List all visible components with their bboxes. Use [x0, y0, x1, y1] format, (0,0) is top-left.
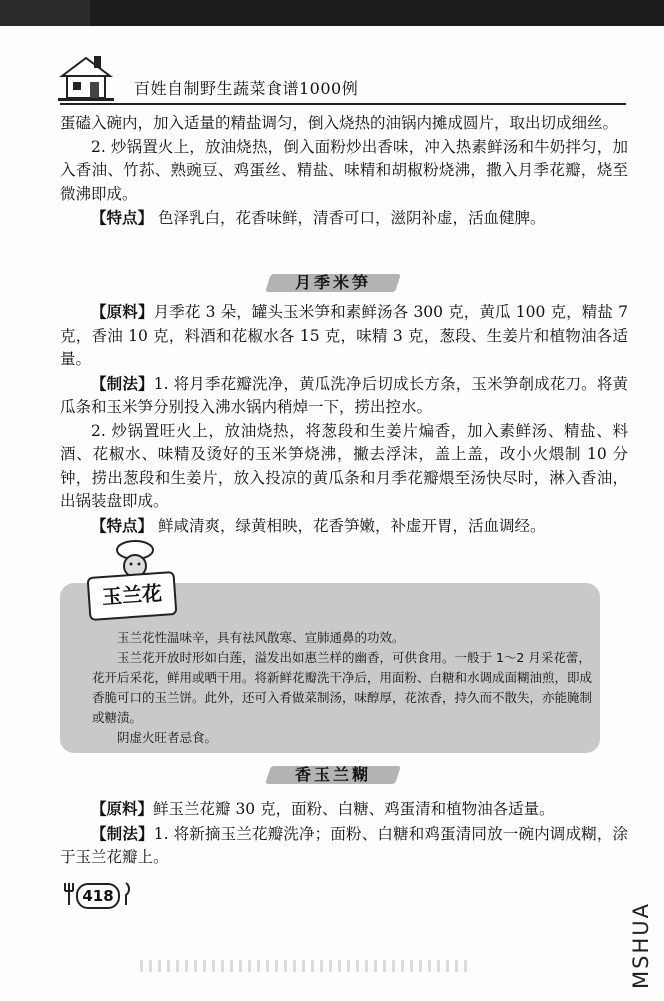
- method-label: 【制法】: [91, 373, 154, 393]
- feature-label: 【特点】: [91, 515, 154, 535]
- paragraph: 2. 炒锅置火上，放油烧热，倒入面粉炒出香味，冲入热素鲜汤和牛奶拌匀，加入香油、竹荪、熟豌豆、鸡蛋丝、精盐、味精和胡椒粉烧沸，撒入月季花瓣，烧至微沸即成。: [60, 137, 628, 203]
- top-dark-band: [0, 0, 664, 26]
- continued-recipe-block: [60, 112, 628, 231]
- page-number: 418: [76, 883, 120, 909]
- ingredients-text: 鲜玉兰花瓣 30 克，面粉、白糖、鸡蛋清和植物油各适量。: [153, 800, 555, 818]
- method-line: [60, 822, 628, 870]
- panel-paragraph: 玉兰花开放时形如白莲，溢发出如惠兰样的幽香，可供食用。一般于 1～2 月采花蕾，花开后采花，鲜用或晒干用。将新鲜花瓣洗干净后，用面粉、白糖和水调成面糊油煎，即成香脆可口的玉兰饼。此外，还可入肴做菜制汤，味醇厚，花浓香，持久而不散失，亦能腌制或糖渍。: [92, 650, 593, 725]
- method-text: 1. 将月季花瓣洗净，黄瓜洗净后切成长方条，玉米笋剞成花刀。将黄瓜条和玉米笋分别投入沸水锅内稍焯一下，捞出控水。: [60, 374, 628, 416]
- recipe-title: [268, 270, 398, 296]
- running-header-title: 百姓自制野生蔬菜食谱1000例: [134, 79, 359, 98]
- feature-text: 色泽乳白，花香味鲜，清香可口，滋阴补虚，活血健脾。: [157, 209, 546, 227]
- recipe-block: [60, 797, 628, 870]
- method-label: 【制法】: [91, 823, 154, 843]
- method-line: [60, 372, 628, 420]
- knife-icon: [120, 882, 132, 906]
- paragraph: 蛋磕入碗内，加入适量的精盐调匀，倒入烧热的油锅内摊成圆片，取出切成细丝。: [60, 114, 619, 132]
- recipe-title-text: 香玉兰糊: [294, 765, 371, 784]
- recipe-title-text: 月季米笋: [294, 273, 371, 292]
- ingredients-label: 【原料】: [91, 799, 154, 818]
- watermark: [626, 882, 658, 992]
- scan-smudge: [140, 960, 470, 972]
- paragraph: 2. 炒锅置旺火上，放油烧热，将葱段和生姜片煸香，加入素鲜汤、精盐、料酒、花椒水、味精及烫好的玉米笋烧沸，撇去浮沫，盖上盖，改小火煨制 10 分钟，捞出葱段和生姜片，放入投凉的黄瓜条和月季花瓣煨至汤快尽时，淋入香油，出锅装盘即成。: [60, 421, 628, 510]
- fork-icon: [62, 882, 76, 906]
- feature-line: [60, 206, 628, 231]
- ingredients-line: [60, 300, 628, 372]
- panel-sign-text: 玉兰花: [101, 580, 163, 610]
- panel-paragraph: 玉兰花性温味辛，具有祛风散寒、宣肺通鼻的功效。: [117, 630, 405, 645]
- ingredients-label: 【原料】: [91, 302, 154, 321]
- method-text: 1. 将新摘玉兰花瓣洗净；面粉、白糖和鸡蛋清同放一碗内调成糊，涂于玉兰花瓣上。: [60, 824, 628, 866]
- recipe-title: [268, 762, 398, 788]
- watermark-text: MSHUA: [629, 902, 653, 989]
- feature-line: [60, 514, 628, 539]
- recipe-block: [60, 300, 628, 538]
- ingredients-text: 月季花 3 朵，罐头玉米笋和素鲜汤各 300 克，黄瓜 100 克，精盐 7 克，香油 10 克，料酒和花椒水各 15 克，味精 3 克，葱段、生姜片和植物油各适量。: [60, 303, 628, 368]
- header-rule: [60, 103, 626, 105]
- feature-label: 【特点】: [91, 208, 154, 227]
- feature-text: 鲜咸清爽，绿黄相映，花香笋嫩，补虚开胃，活血调经。: [157, 516, 546, 535]
- top-band-notch: [0, 0, 90, 26]
- ingredients-line: [60, 797, 628, 822]
- panel-text: [92, 628, 592, 748]
- page-number-badge: [62, 880, 134, 908]
- panel-sign: [87, 571, 178, 621]
- house-icon: [58, 52, 114, 102]
- panel-paragraph: 阴虚火旺者忌食。: [117, 730, 218, 745]
